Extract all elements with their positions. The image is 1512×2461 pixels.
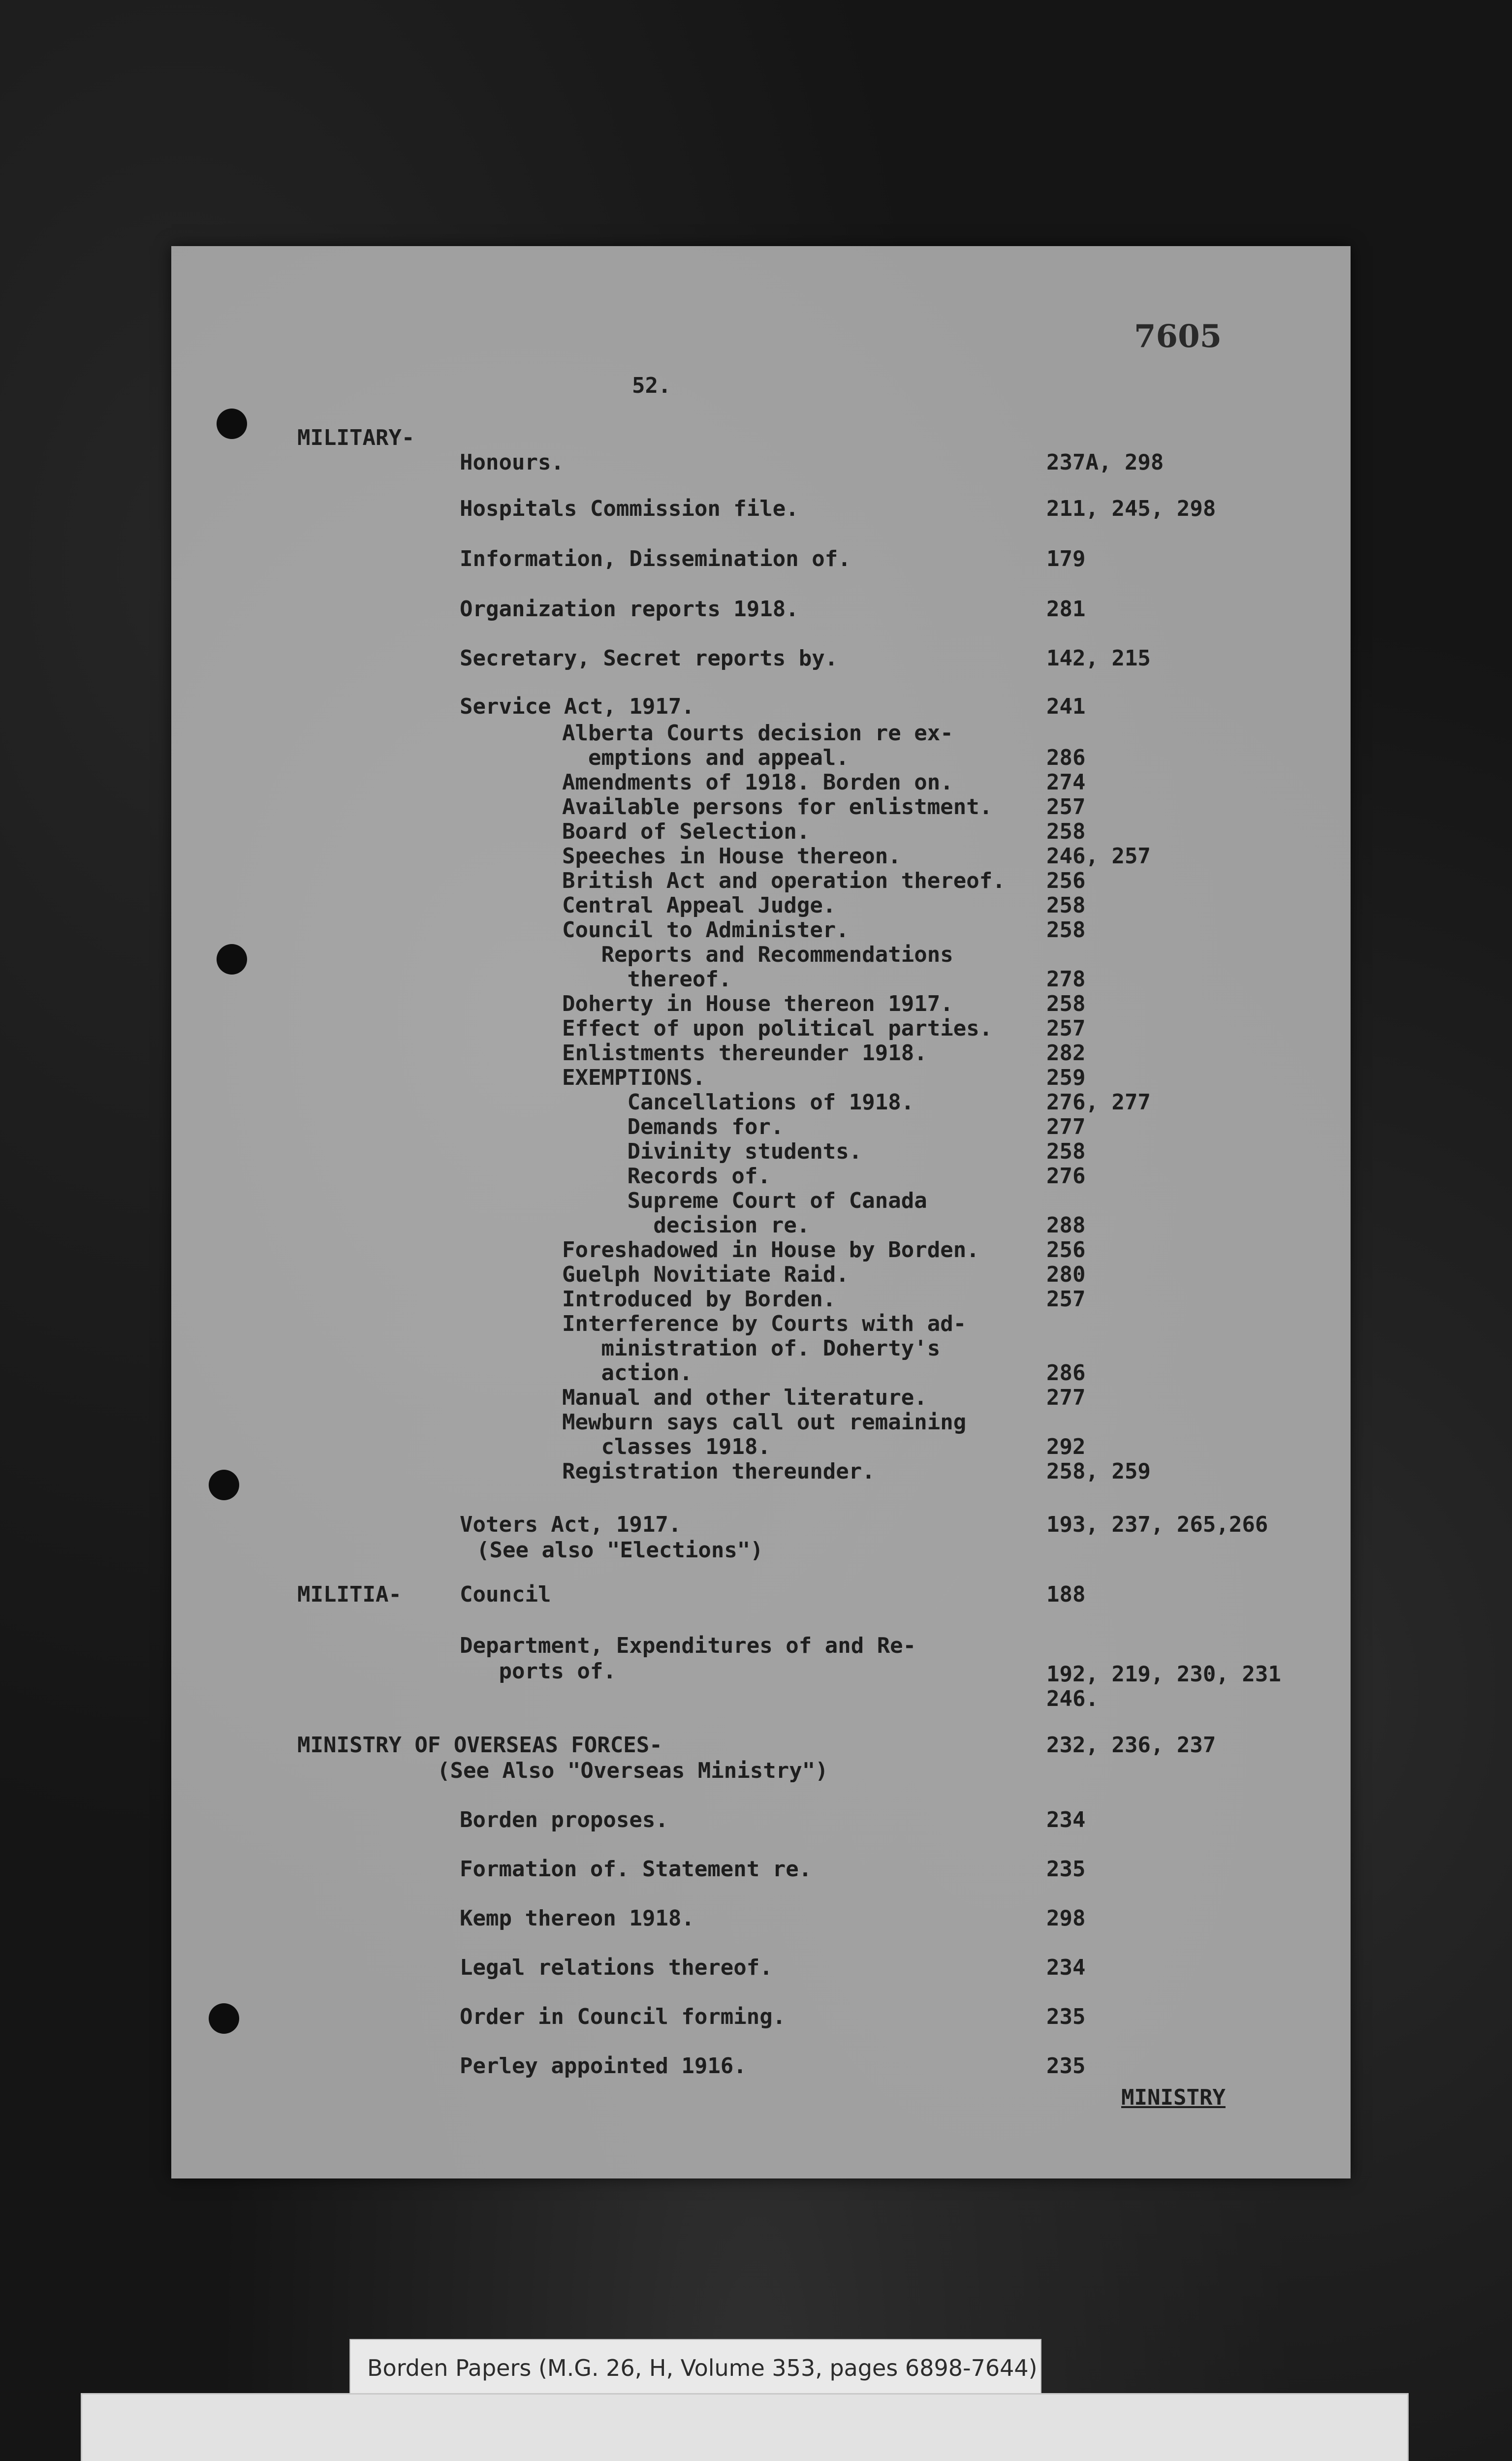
punch-hole <box>217 409 247 439</box>
section-heading-military: MILITARY- <box>297 425 415 450</box>
subentry-pages: 277 <box>1046 1385 1086 1410</box>
subentry-pages: 288 <box>1046 1213 1086 1238</box>
subentry-text: emptions and appeal. <box>562 745 849 770</box>
subentry-pages: 292 <box>1046 1434 1086 1459</box>
see-also-note: (See Also "Overseas Ministry") <box>437 1758 828 1783</box>
subentry-text: Records of. <box>562 1164 771 1189</box>
subentry-pages: 257 <box>1046 794 1086 820</box>
index-page <box>171 246 1351 2178</box>
reference-strip <box>349 2339 1041 2395</box>
subentry-text: Demands for. <box>562 1114 784 1139</box>
entry-text: Organization reports 1918. <box>460 597 799 622</box>
subentry-pages: 246, 257 <box>1046 844 1151 869</box>
entry-text: Perley appointed 1916. <box>460 2053 747 2079</box>
subentry-text: Manual and other literature. <box>562 1385 927 1410</box>
subentry-text: Effect of upon political parties. <box>562 1016 993 1041</box>
subentry-pages: 258 <box>1046 819 1086 844</box>
entry-pages: 298 <box>1046 1906 1086 1931</box>
entry-text: Formation of. Statement re. <box>460 1857 812 1882</box>
subentry-text: Speeches in House thereon. <box>562 844 901 869</box>
subentry-pages: 258 <box>1046 1139 1086 1164</box>
entry-text: Legal relations thereof. <box>460 1955 773 1980</box>
entry-pages: 232, 236, 237 <box>1046 1733 1216 1758</box>
entry-text: Honours. <box>460 450 564 475</box>
entry-pages: 237A, 298 <box>1046 450 1164 475</box>
subentry-text: Supreme Court of Canada <box>562 1188 927 1213</box>
punch-hole <box>209 2003 239 2034</box>
subentry-text: Available persons for enlistment. <box>562 794 993 820</box>
subentry-pages: 276, 277 <box>1046 1090 1151 1115</box>
entry-text: Kemp thereon 1918. <box>460 1906 694 1931</box>
entry-pages: 192, 219, 230, 231 <box>1046 1662 1281 1687</box>
subentry-text: thereof. <box>562 967 732 992</box>
subentry-text: EXEMPTIONS. <box>562 1065 706 1090</box>
subentry-pages: 259 <box>1046 1065 1086 1090</box>
subentry-text: Mewburn says call out remaining <box>562 1410 967 1435</box>
subentry-text: Central Appeal Judge. <box>562 893 836 918</box>
entry-text: Information, Dissemination of. <box>460 546 851 571</box>
subentry-text: classes 1918. <box>562 1434 771 1459</box>
subentry-pages: 276 <box>1046 1164 1086 1189</box>
subentry-text: Reports and Recommendations <box>562 942 953 967</box>
subentry-text: Interference by Courts with ad- <box>562 1311 967 1336</box>
subentry-text: action. <box>562 1360 693 1386</box>
subentry-pages: 257 <box>1046 1016 1086 1041</box>
entry-pages: 235 <box>1046 2004 1086 2029</box>
subentry-pages: 256 <box>1046 868 1086 893</box>
entry-text: Voters Act, 1917. <box>460 1512 682 1537</box>
subentry-text: British Act and operation thereof. <box>562 868 1006 893</box>
entry-pages: 179 <box>1046 546 1086 571</box>
entry-pages: 234 <box>1046 1955 1086 1980</box>
subentry-text: Council to Administer. <box>562 917 849 943</box>
see-also-note: (See also "Elections") <box>476 1538 763 1563</box>
subentry-text: Board of Selection. <box>562 819 810 844</box>
entry-pages: 241 <box>1046 694 1086 719</box>
entry-text: Borden proposes. <box>460 1807 668 1832</box>
subentry-text: Amendments of 1918. Borden on. <box>562 770 953 795</box>
subentry-text: Foreshadowed in House by Borden. <box>562 1237 979 1262</box>
subentry-pages: 277 <box>1046 1114 1086 1139</box>
entry-text: Order in Council forming. <box>460 2004 786 2029</box>
entry-pages: 193, 237, 265,266 <box>1046 1512 1268 1537</box>
subentry-pages: 258 <box>1046 991 1086 1016</box>
subentry-pages: 256 <box>1046 1237 1086 1262</box>
subentry-text: Alberta Courts decision re ex- <box>562 721 953 746</box>
subentry-text: Guelph Novitiate Raid. <box>562 1262 849 1287</box>
folio-number: 7605 <box>1134 318 1222 355</box>
subentry-text: decision re. <box>562 1213 810 1238</box>
page-number: 52. <box>632 373 671 398</box>
entry-text: ports of. <box>460 1659 616 1684</box>
entry-text: Department, Expenditures of and Re- <box>460 1633 916 1658</box>
punch-hole <box>209 1470 239 1500</box>
punch-hole <box>217 944 247 975</box>
entry-pages: 142, 215 <box>1046 646 1151 671</box>
subentry-pages: 282 <box>1046 1041 1086 1066</box>
section-heading-militia: MILITIA- <box>297 1582 402 1607</box>
archives-banner <box>81 2393 1409 2461</box>
entry-pages: 246. <box>1046 1686 1099 1711</box>
entry-text: Council <box>460 1582 551 1607</box>
subentry-pages: 286 <box>1046 1360 1086 1386</box>
subentry-text: Registration thereunder. <box>562 1459 875 1484</box>
catchword: MINISTRY <box>1121 2085 1226 2110</box>
section-heading-overseas: MINISTRY OF OVERSEAS FORCES- <box>297 1733 662 1758</box>
entry-text: Service Act, 1917. <box>460 694 694 719</box>
entry-pages: 188 <box>1046 1582 1086 1607</box>
subentry-text: Introduced by Borden. <box>562 1287 836 1312</box>
reference-label: Borden Papers (M.G. 26, H, Volume 353, pages 6898-7644) <box>367 2355 1038 2381</box>
subentry-pages: 258 <box>1046 893 1086 918</box>
subentry-text: Doherty in House thereon 1917. <box>562 991 953 1016</box>
subentry-pages: 258 <box>1046 917 1086 943</box>
subentry-text: Cancellations of 1918. <box>562 1090 914 1115</box>
entry-text: Secretary, Secret reports by. <box>460 646 838 671</box>
subentry-pages: 257 <box>1046 1287 1086 1312</box>
subentry-text: Enlistments thereunder 1918. <box>562 1041 927 1066</box>
subentry-text: ministration of. Doherty's <box>562 1336 941 1361</box>
entry-pages: 281 <box>1046 597 1086 622</box>
entry-pages: 234 <box>1046 1807 1086 1832</box>
entry-pages: 235 <box>1046 1857 1086 1882</box>
subentry-pages: 278 <box>1046 967 1086 992</box>
entry-pages: 235 <box>1046 2053 1086 2079</box>
entry-pages: 211, 245, 298 <box>1046 496 1216 521</box>
subentry-text: Divinity students. <box>562 1139 862 1164</box>
subentry-pages: 258, 259 <box>1046 1459 1151 1484</box>
subentry-pages: 274 <box>1046 770 1086 795</box>
subentry-pages: 280 <box>1046 1262 1086 1287</box>
entry-text: Hospitals Commission file. <box>460 496 799 521</box>
subentry-pages: 286 <box>1046 745 1086 770</box>
